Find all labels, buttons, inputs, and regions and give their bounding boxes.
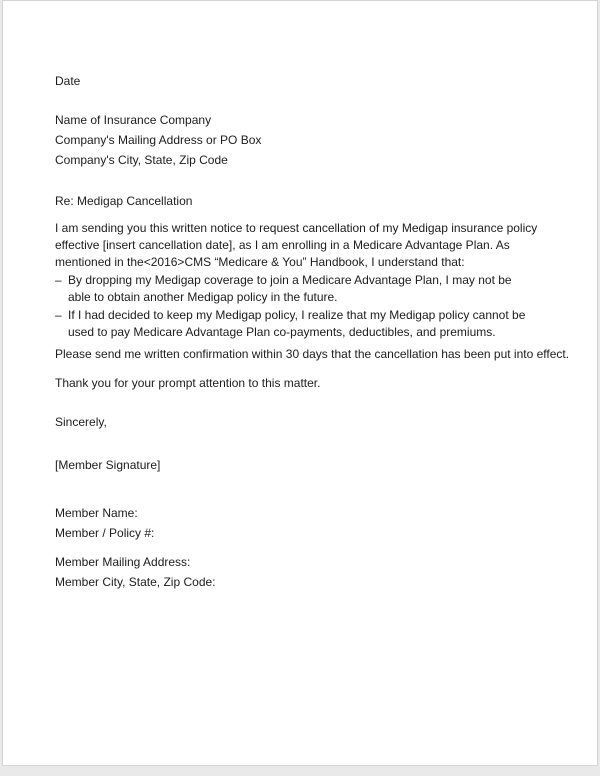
- confirmation-request: Please send me written confirmation within 30 days that the cancellation has been put into effect.: [55, 347, 570, 361]
- member-name-field: Member Name:: [55, 506, 138, 520]
- letter-intro-paragraph: I am sending you this written notice to request cancellation of my Medigap insurance policy effective [insert cancellation date], as I am enrolling in a Medicare Advantage Plan. As mentioned in the<2016>CMS “Medicare & You” Handbook, I understand that:: [55, 221, 538, 269]
- bullet-item: [55, 307, 545, 341]
- bullet-text: By dropping my Medigap coverage to join a Medicare Advantage Plan, I may not be able to obtain another Medigap policy in the future.: [68, 273, 512, 304]
- recipient-company-name: Name of Insurance Company: [55, 113, 212, 127]
- thank-you-line: Thank you for your prompt attention to this matter.: [55, 376, 321, 390]
- recipient-city-state-zip: Company's City, State, Zip Code: [55, 153, 228, 167]
- member-signature: [Member Signature]: [55, 458, 161, 472]
- member-mailing-address-field: Member Mailing Address:: [55, 555, 191, 569]
- bullet-item: [55, 272, 545, 306]
- member-policy-field: Member / Policy #:: [55, 526, 155, 540]
- bullet-dash: –: [55, 273, 62, 287]
- bullet-text: If I had decided to keep my Medigap policy, I realize that my Medigap policy cannot be used to pay Medicare Advantage Plan co-payments, deductibles, and premiums.: [68, 308, 526, 339]
- closing-line: Sincerely,: [55, 415, 107, 429]
- letter-subject: Re: Medigap Cancellation: [55, 194, 193, 208]
- recipient-mailing-address: Company's Mailing Address or PO Box: [55, 133, 262, 147]
- letter-page: [2, 0, 598, 766]
- bullet-dash: –: [55, 308, 62, 322]
- letter-date: Date: [55, 74, 81, 88]
- member-city-state-zip-field: Member City, State, Zip Code:: [55, 575, 216, 589]
